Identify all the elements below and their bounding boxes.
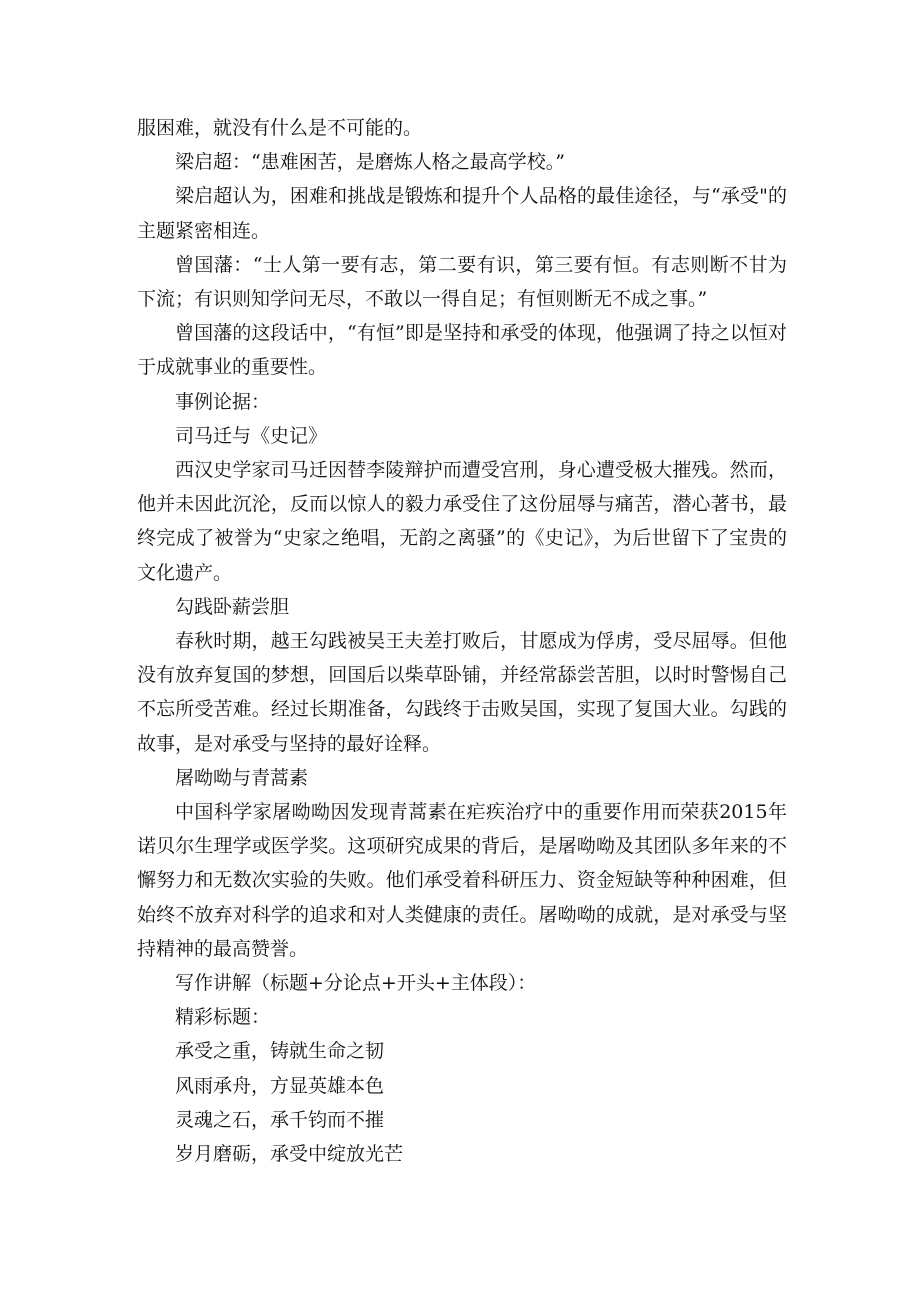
title-example-3: 灵魂之石，承千钧而不摧 bbox=[175, 1108, 385, 1131]
quote-zeng-guofan: 曾国藩：“士人第一要有志，第二要有识，第三要有恒。有志则断不甘为下流；有识则知学问无尽，不敢以一得自足；有恒则断无不成之事。” bbox=[137, 253, 787, 311]
example-body-goujian: 春秋时期，越王勾践被吴王夫差打败后，甘愿成为俘虏，受尽屈辱。但他没有放弃复国的梦想，回国后以柴草卧铺，并经常舔尝苦胆，以时时警惕自己不忘所受苦难。经过长期准备，勾践终于击败吴国，实现了复国大业。勾践的故事，是对承受与坚持的最好诠释。 bbox=[137, 630, 787, 755]
section-heading-titles: 精彩标题： bbox=[175, 1006, 271, 1029]
commentary-liang-qichao: 梁启超认为，困难和挑战是锻炼和提升个人品格的最佳途径，与“承受"的主题紧密相连。 bbox=[137, 185, 787, 242]
section-heading-examples: 事例论据： bbox=[175, 390, 271, 413]
title-example-1: 承受之重，铸就生命之韧 bbox=[175, 1040, 385, 1063]
title-example-4: 岁月磨砺，承受中绽放光芒 bbox=[175, 1143, 404, 1166]
example-title-goujian: 勾践卧薪尝胆 bbox=[175, 595, 290, 618]
example-body-sima-qian: 西汉史学家司马迁因替李陵辩护而遭受宫刑，身心遭受极大摧残。然而，他并未因此沉沦，反而以惊人的毅力承受住了这份屈辱与痛苦，潜心著书，最终完成了被誉为“史家之绝唱，无韵之离骚”的《史记》，为后世留下了宝贵的文化遗产。 bbox=[137, 459, 787, 584]
example-title-sima-qian: 司马迁与《史记》 bbox=[175, 424, 328, 447]
title-example-2: 风雨承舟，方显英雄本色 bbox=[175, 1074, 385, 1097]
document-body bbox=[137, 111, 787, 1171]
example-title-tu-youyou: 屠呦呦与青蒿素 bbox=[175, 766, 309, 789]
quote-liang-qichao: 梁启超：“患难困苦，是磨炼人格之最高学校。” bbox=[175, 151, 565, 174]
paragraph-continuation: 服困难，就没有什么是不可能的。 bbox=[137, 117, 423, 139]
example-body-tu-youyou: 中国科学家屠呦呦因发现青蒿素在疟疾治疗中的重要作用而荣获2015年诺贝尔生理学或医学奖。这项研究成果的背后，是屠呦呦及其团队多年来的不懈努力和无数次实验的失败。他们承受着科研压力、资金短缺等种种困难，但始终不放弃对科学的追求和对人类健康的责任。屠呦呦的成就，是对承受与坚持精神的最高赞誉。 bbox=[137, 801, 787, 960]
commentary-zeng-guofan: 曾国藩的这段话中，“有恒”即是坚持和承受的体现，他强调了持之以恒对于成就事业的重要性。 bbox=[137, 322, 787, 379]
section-heading-writing: 写作讲解（标题+分论点+开头+主体段）： bbox=[175, 972, 537, 995]
